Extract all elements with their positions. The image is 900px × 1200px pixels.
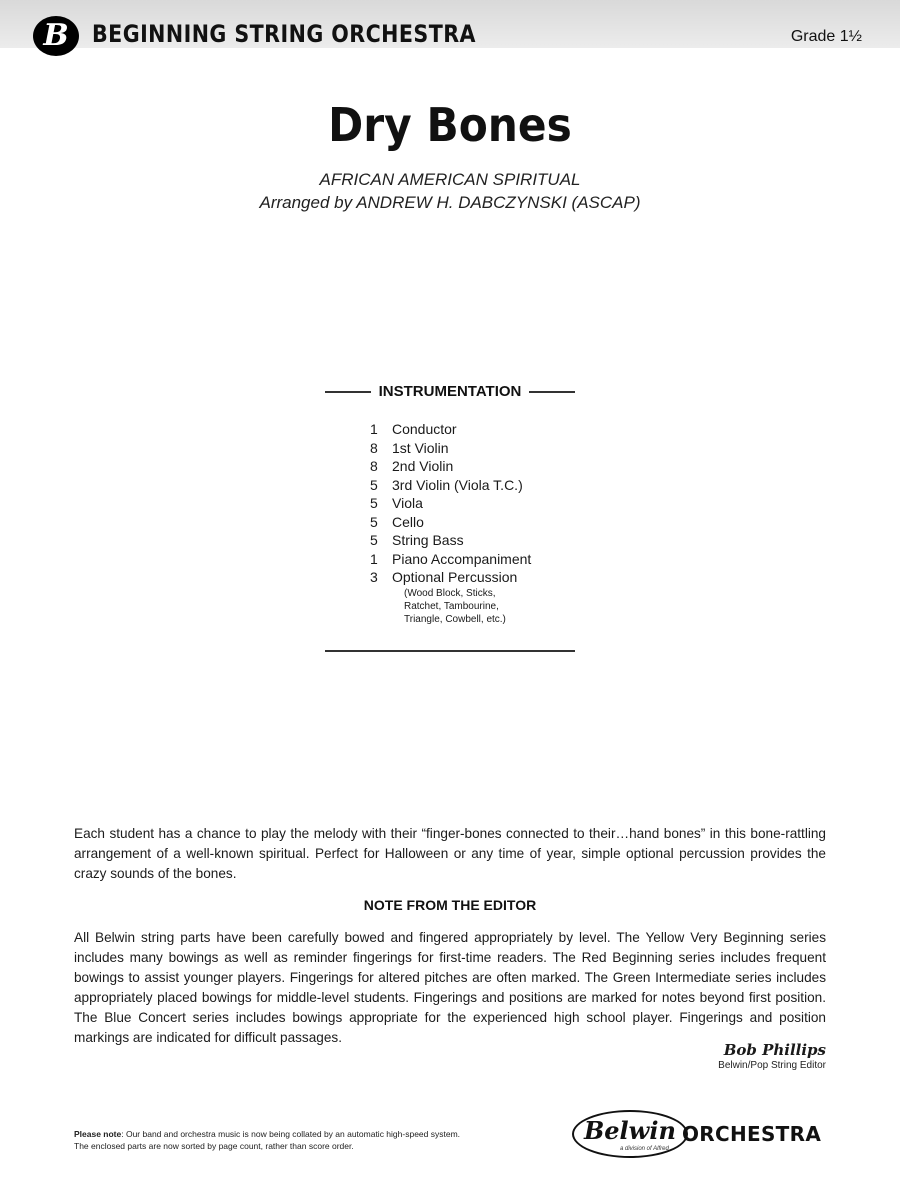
instrument-name: Conductor — [392, 421, 457, 437]
instrument-qty: 5 — [370, 476, 378, 493]
instrument-row — [370, 494, 531, 513]
arranger-subtitle: Arranged by ANDREW H. DABCZYNSKI (ASCAP) — [259, 193, 641, 212]
instrument-row — [370, 457, 531, 476]
footer-note — [74, 1128, 524, 1152]
grade-label: Grade 1½ — [790, 28, 862, 45]
instrument-name: Viola — [392, 495, 423, 511]
editor-role: Belwin/Pop String Editor — [718, 1060, 826, 1071]
origin-subtitle: AFRICAN AMERICAN SPIRITUAL — [319, 170, 581, 189]
instrument-qty: 5 — [370, 532, 378, 548]
heading-rule-left — [325, 391, 371, 393]
footer-note-label: Please note — [74, 1129, 122, 1139]
instrument-qty: 8 — [370, 458, 378, 474]
instrument-row — [370, 439, 531, 458]
orchestra-wordmark: ORCHESTRA — [682, 1122, 822, 1146]
instrument-name: 3rd Violin (Viola T.C.) — [392, 476, 523, 493]
percussion-note-line: (Wood Block, Sticks, — [404, 587, 496, 599]
belwin-wordmark: Belwin — [584, 1116, 676, 1145]
instrumentation-heading-label: INSTRUMENTATION — [378, 383, 522, 400]
instrument-qty: 1 — [370, 550, 378, 567]
belwin-subline: a division of Alfred — [620, 1146, 669, 1152]
instrument-qty: 3 — [370, 569, 378, 585]
belwin-orchestra-logo — [572, 1110, 828, 1158]
footer-note-text-1: : Our band and orchestra music is now being collated by an automatic high-speed system. — [121, 1129, 461, 1139]
instrument-row — [370, 513, 531, 532]
instrument-row — [370, 531, 531, 550]
instrumentation-heading — [325, 383, 575, 400]
instrument-row — [370, 550, 531, 569]
footer-note-line-1 — [74, 1128, 524, 1140]
instrument-qty: 5 — [370, 495, 378, 511]
instrument-name: 1st Violin — [392, 439, 449, 456]
instrument-row — [370, 476, 531, 495]
instrumentation-list — [370, 420, 531, 626]
instrument-name: Piano Accompaniment — [392, 550, 532, 567]
series-title: BEGINNING STRING ORCHESTRA — [92, 20, 476, 48]
editor-signature: Bob Phillips — [723, 1041, 826, 1059]
percussion-note-line: Ratchet, Tambourine, — [404, 600, 499, 612]
instrumentation-bottom-rule — [325, 650, 575, 652]
editor-note-paragraph: All Belwin string parts have been carefully bowed and fingered appropriately by level. The Yellow Very Beginning series includes many bowings as well as reminder fingerings for first-time readers. The Red Beginning series includes frequent bowings to assist younger players. Fingerings for altered pitches are often marked. The Green Intermediate series includes appropriately placed bowings for middle-level students. Fingerings and positions are marked for notes beyond first position. The Blue Concert series includes bowings appropriate for the experienced high school player. Fingerings and position markings are indicated for difficult passages. — [74, 930, 826, 1045]
heading-rule-right — [529, 391, 575, 393]
instrument-qty: 5 — [370, 513, 378, 530]
instrument-name: String Bass — [392, 532, 464, 548]
instrument-name: Cello — [392, 513, 424, 530]
instrument-name: Optional Percussion — [392, 569, 518, 585]
instrument-qty: 1 — [370, 421, 378, 437]
description-paragraph: Each student has a chance to play the melody with their “finger-bones connected to their…hand bones” in this bone-rattling arrangement of a well-known spiritual. Perfect for Halloween or any time of year, simple optional percussion provides the crazy sounds of the bones. — [74, 826, 826, 881]
instrument-name: 2nd Violin — [392, 458, 454, 474]
series-logo-letter: B — [43, 18, 69, 53]
instrument-row — [370, 568, 531, 587]
percussion-note-line: Triangle, Cowbell, etc.) — [404, 613, 506, 625]
instrument-row — [370, 420, 531, 439]
piece-title: Dry Bones — [328, 98, 572, 152]
instrument-qty: 8 — [370, 439, 378, 456]
editor-note-heading: NOTE FROM THE EDITOR — [363, 897, 537, 913]
series-logo — [33, 16, 79, 56]
footer-note-line-2: The enclosed parts are now sorted by page count, rather than score order. — [74, 1141, 354, 1151]
